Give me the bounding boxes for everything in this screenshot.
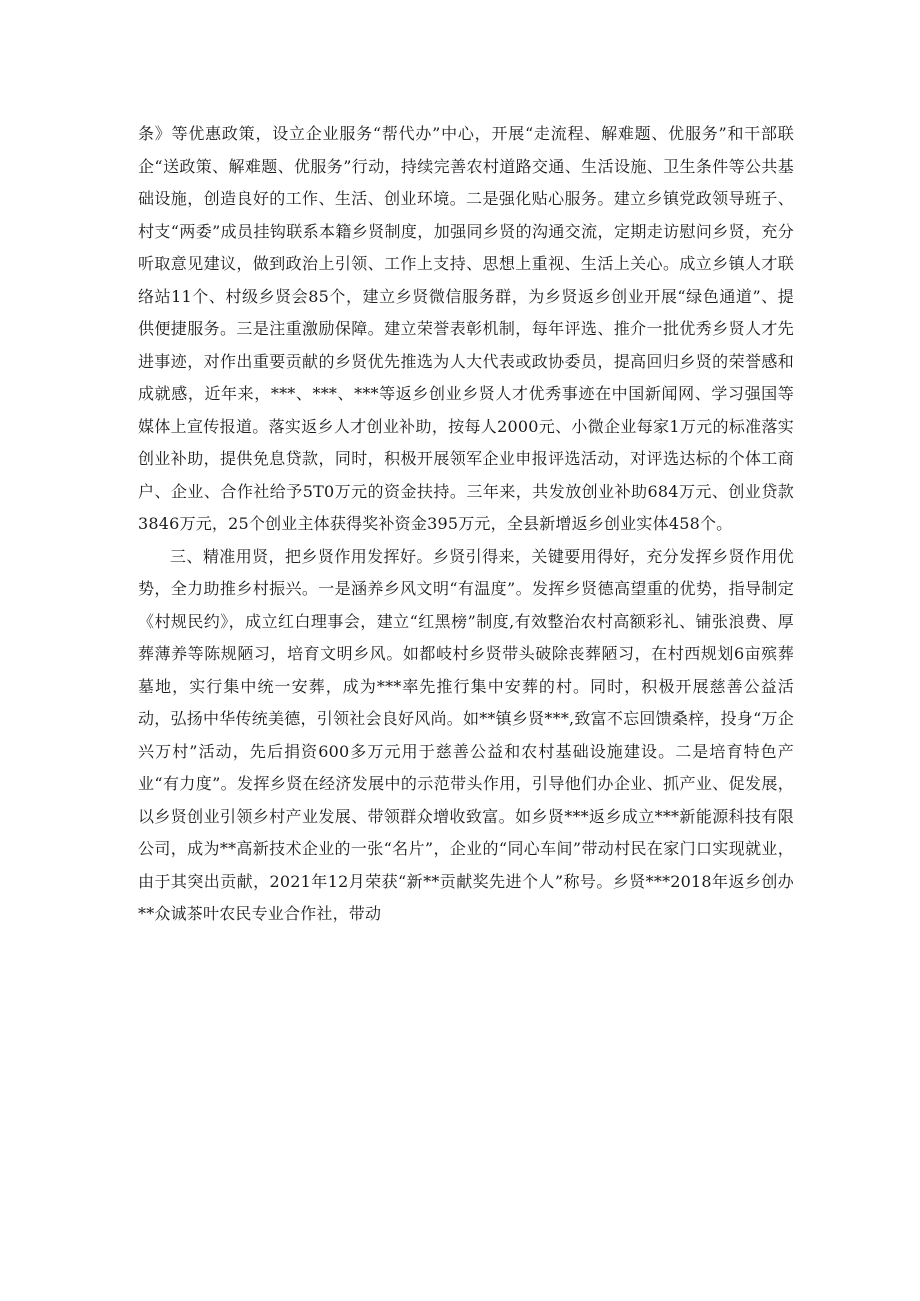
document-body <box>138 118 794 931</box>
paragraph-section-three: 三、精准用贤，把乡贤作用发挥好。乡贤引得来，关键要用得好，充分发挥乡贤作用优势，全力助推乡村振兴。一是涵养乡风文明“有温度”。发挥乡贤德高望重的优势，指导制定《村规民约》，成立红白理事会，建立“红黑榜”制度,有效整治农村高额彩礼、铺张浪费、厚葬薄养等陈规陋习，培育文明乡风。如都岐村乡贤带头破除丧葬陋习，在村西规划6亩殡葬墓地，实行集中统一安葬，成为***率先推行集中安葬的村。同时，积极开展慈善公益活动，弘扬中华传统美德，引领社会良好风尚。如**镇乡贤***,致富不忘回馈桑梓，投身“万企兴万村”活动，先后捐资600多万元用于慈善公益和农村基础设施建设。二是培育特色产业“有力度”。发挥乡贤在经济发展中的示范带头作用，引导他们办企业、抓产业、促发展，以乡贤创业引领乡村产业发展、带领群众增收致富。如乡贤***返乡成立***新能源科技有限公司，成为**高新技术企业的一张“名片”，企业的“同心车间”带动村民在家门口实现就业，由于其突出贡献，2021年12月荣获“新**贡献奖先进个人”称号。乡贤***2018年返乡创办**众诚茶叶农民专业合作社，带动 <box>138 546 794 923</box>
paragraph-continued: 条》等优惠政策，设立企业服务“帮代办”中心，开展“走流程、解难题、优服务”和干部联企“送政策、解难题、优服务”行动，持续完善农村道路交通、生活设施、卫生条件等公共基础设施，创造良好的工作、生活、创业环境。二是强化贴心服务。建立乡镇党政领导班子、村支“两委”成员挂钩联系本籍乡贤制度，加强同乡贤的沟通交流，定期走访慰问乡贤，充分听取意见建议，做到政治上引领、工作上支持、思想上重视、生活上关心。成立乡镇人才联络站11个、村级乡贤会85个，建立乡贤微信服务群，为乡贤返乡创业开展“绿色通道”、提供便捷服务。三是注重激励保障。建立荣誉表彰机制，每年评选、推介一批优秀乡贤人才先进事迹，对作出重要贡献的乡贤优先推选为人大代表或政协委员，提高回归乡贤的荣誉感和成就感，近年来，***、***、***等返乡创业乡贤人才优秀事迹在中国新闻网、学习强国等媒体上宣传报道。落实返乡人才创业补助，按每人2000元、小微企业每家1万元的标准落实创业补助，提供免息贷款，同时，积极开展领军企业申报评选活动，对评选达标的个体工商户、企业、合作社给予5T0万元的资金扶持。三年来，共发放创业补助684万元、创业贷款3846万元，25个创业主体获得奖补资金395万元，全县新增返乡创业实体458个。 <box>138 124 794 533</box>
